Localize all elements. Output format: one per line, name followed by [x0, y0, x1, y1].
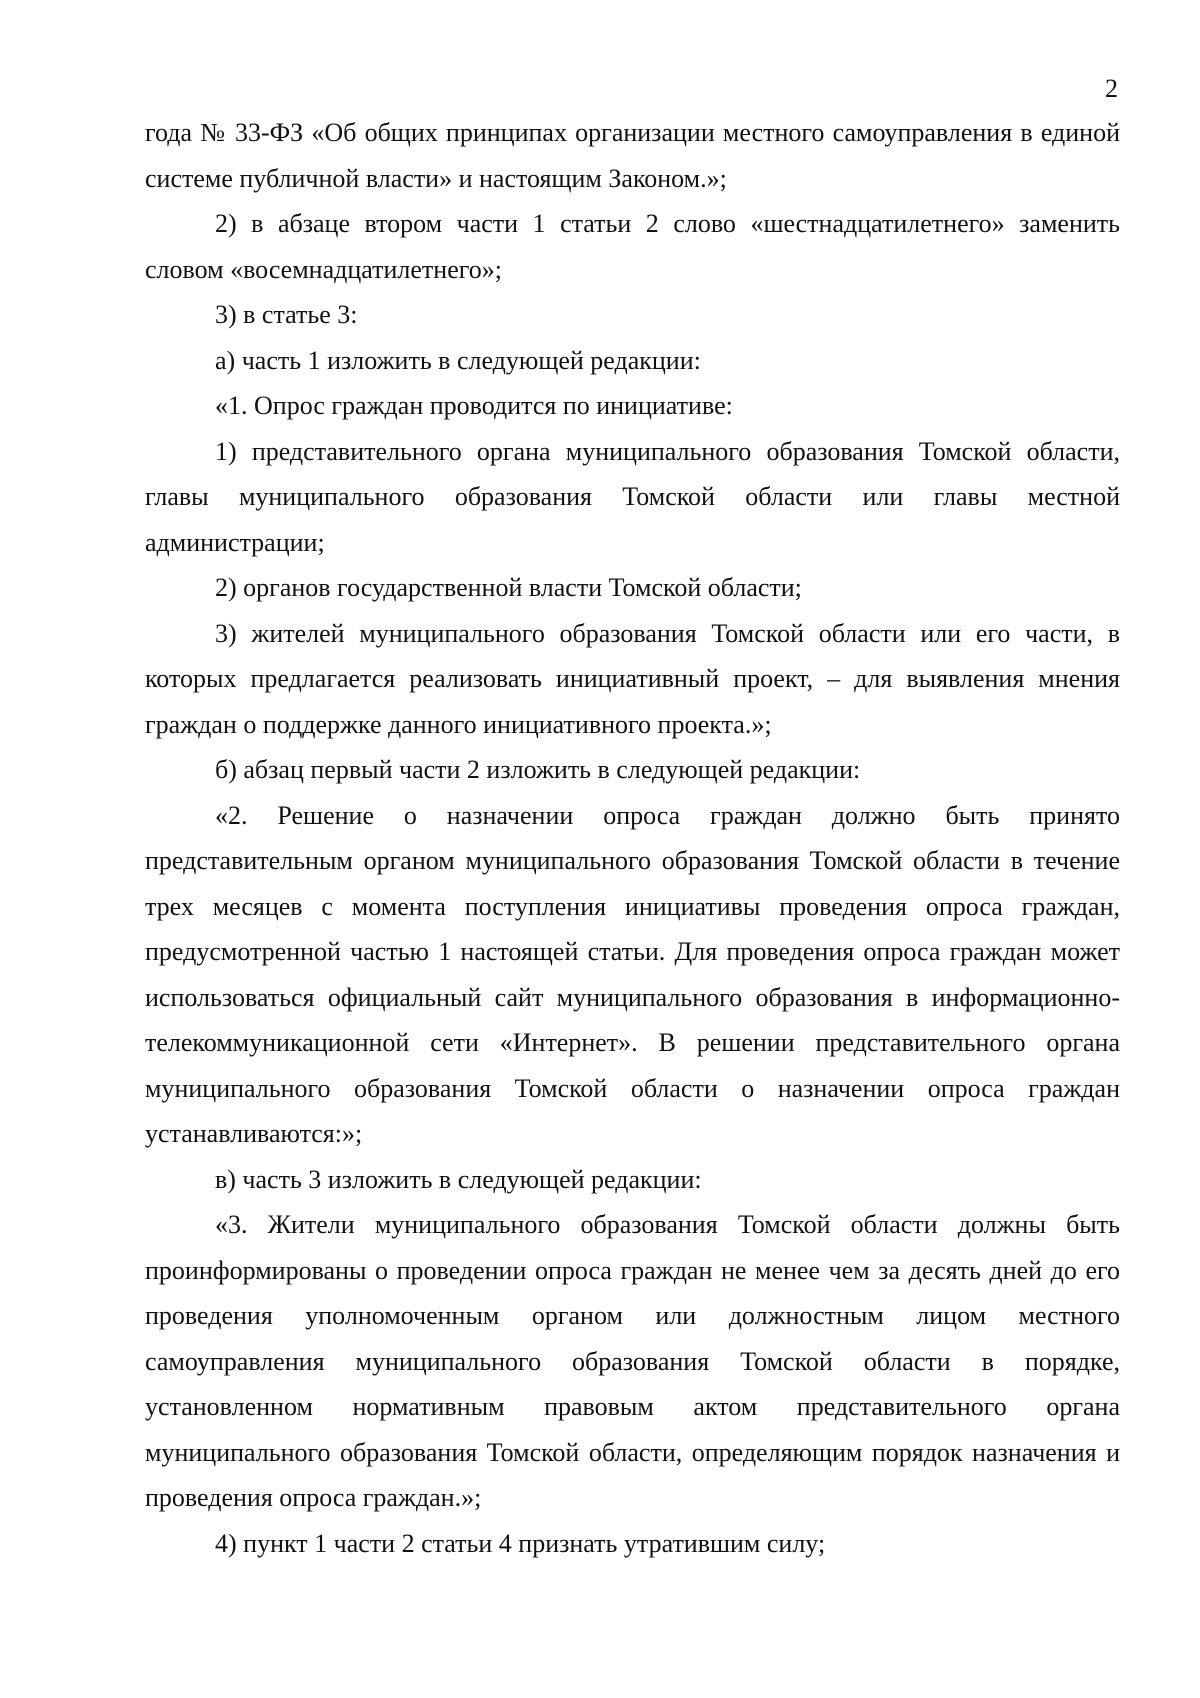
- document-body: [145, 110, 1120, 1566]
- paragraph-part-3: «3. Жители муниципального образования Томской области должны быть проинформированы о проведении опроса граждан не менее чем за десять дней до его проведения уполномоченным органом или должностным лицом местного самоуправления муниципального образования Томской области в порядке, установленном нормативным правовым актом представительного органа муниципального образования Томской области, определяющим порядок назначения и проведения опроса граждан.»;: [145, 1210, 1120, 1512]
- paragraph-item-4: 4) пункт 1 части 2 статьи 4 признать утратившим силу;: [215, 1528, 826, 1558]
- paragraph-subitem-b: б) абзац первый части 2 изложить в следующей редакции:: [215, 755, 861, 784]
- paragraph-subitem-a: а) часть 1 изложить в следующей редакции:: [215, 345, 701, 375]
- paragraph-part-1-item-2: 2) органов государственной власти Томской области;: [215, 573, 802, 602]
- paragraph-part-2: «2. Решение о назначении опроса граждан должно быть принято представительным органом муниципального образования Томской области в течение трех месяцев с момента поступления инициативы проведения опроса граждан, предусмотренной частью 1 настоящей статьи. Для проведения опроса граждан может использоваться официальный сайт муниципального образования в информационно-телекоммуникационной сети «Интернет». В решении представительного органа муниципального образования Томской области о назначении опроса граждан устанавливаются:»;: [145, 800, 1120, 1148]
- paragraph-part-1-item-3: 3) жителей муниципального образования Томской области или его части, в которых предлагается реализовать инициативный проект, – для выявления мнения граждан о поддержке данного инициативного проекта.»;: [145, 618, 1120, 739]
- paragraph-part-1-item-1: 1) представительного органа муниципального образования Томской области, главы муниципального образования Томской области или главы местной администрации;: [145, 436, 1120, 557]
- page-number: 2: [1105, 74, 1118, 103]
- paragraph-subitem-v: в) часть 3 изложить в следующей редакции:: [215, 1164, 702, 1194]
- paragraph-item-2: 2) в абзаце втором части 1 статьи 2 слово «шестнадцатилетнего» заменить словом «восемнадцатилетнего»;: [145, 209, 1120, 284]
- paragraph-item-3: 3) в статье 3:: [215, 300, 358, 329]
- paragraph-continuation: года № 33-ФЗ «Об общих принципах организации местного самоуправления в единой системе публичной власти» и настоящим Законом.»;: [145, 118, 1120, 193]
- paragraph-part-1: «1. Опрос граждан проводится по инициативе:: [215, 391, 733, 420]
